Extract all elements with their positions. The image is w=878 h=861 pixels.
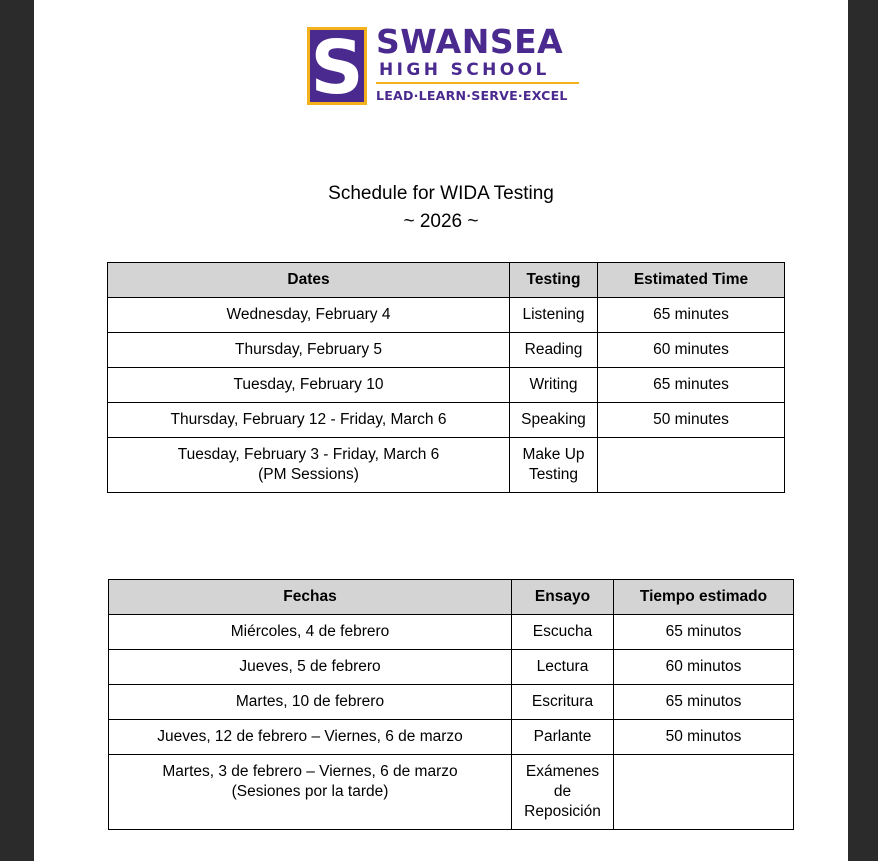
time-cell: 60 minutes <box>598 333 785 368</box>
spanish-schedule-table <box>108 579 794 830</box>
time-cell <box>614 755 794 830</box>
date-cell: Miércoles, 4 de febrero <box>109 615 512 650</box>
table-row <box>109 720 794 755</box>
date-cell: Jueves, 5 de febrero <box>109 650 512 685</box>
document-page <box>34 0 848 861</box>
swansea-s-emblem-icon <box>306 26 368 106</box>
table-row <box>108 333 785 368</box>
table-row <box>108 298 785 333</box>
test-cell: Make Up Testing <box>510 438 598 493</box>
test-cell: Parlante <box>512 720 614 755</box>
col-header-estimated-time: Estimated Time <box>598 263 785 298</box>
time-cell <box>598 438 785 493</box>
test-cell: Escucha <box>512 615 614 650</box>
date-cell: Thursday, February 12 - Friday, March 6 <box>108 403 510 438</box>
date-cell: Wednesday, February 4 <box>108 298 510 333</box>
page-title: Schedule for WIDA Testing <box>328 183 554 204</box>
table-row <box>109 650 794 685</box>
date-cell: Martes, 3 de febrero – Viernes, 6 de marzo (Sesiones por la tarde) <box>109 755 512 830</box>
time-cell: 65 minutes <box>598 298 785 333</box>
time-cell: 50 minutos <box>614 720 794 755</box>
table-row <box>109 755 794 830</box>
logo-high-school: HIGH SCHOOL <box>379 60 550 80</box>
table-row <box>109 615 794 650</box>
test-cell: Lectura <box>512 650 614 685</box>
test-cell: Listening <box>510 298 598 333</box>
test-cell: Speaking <box>510 403 598 438</box>
logo-letter: S <box>310 26 364 106</box>
date-cell: Tuesday, February 10 <box>108 368 510 403</box>
date-cell: Thursday, February 5 <box>108 333 510 368</box>
logo-gold-rule <box>376 82 579 84</box>
time-cell: 50 minutes <box>598 403 785 438</box>
table-row <box>108 368 785 403</box>
school-logo <box>306 22 581 108</box>
table-header-row <box>108 263 785 298</box>
time-cell: 65 minutes <box>598 368 785 403</box>
col-header-dates: Dates <box>108 263 510 298</box>
col-header-fechas: Fechas <box>109 580 512 615</box>
table-row <box>108 438 785 493</box>
english-schedule-table <box>107 262 785 493</box>
test-cell: Writing <box>510 368 598 403</box>
date-cell: Martes, 10 de febrero <box>109 685 512 720</box>
col-header-testing: Testing <box>510 263 598 298</box>
table-header-row <box>109 580 794 615</box>
col-header-ensayo: Ensayo <box>512 580 614 615</box>
test-cell: Escritura <box>512 685 614 720</box>
page-year: ~ 2026 ~ <box>403 211 479 232</box>
time-cell: 65 minutos <box>614 685 794 720</box>
test-cell: Exámenes de Reposición <box>512 755 614 830</box>
date-cell: Tuesday, February 3 - Friday, March 6 (PM Sessions) <box>108 438 510 493</box>
col-header-tiempo-estimado: Tiempo estimado <box>614 580 794 615</box>
date-cell: Jueves, 12 de febrero – Viernes, 6 de marzo <box>109 720 512 755</box>
table-row <box>109 685 794 720</box>
test-cell: Reading <box>510 333 598 368</box>
time-cell: 60 minutos <box>614 650 794 685</box>
table-row <box>108 403 785 438</box>
logo-school-name: SWANSEA <box>376 22 564 61</box>
time-cell: 65 minutos <box>614 615 794 650</box>
logo-motto: LEAD·LEARN·SERVE·EXCEL <box>376 88 568 103</box>
